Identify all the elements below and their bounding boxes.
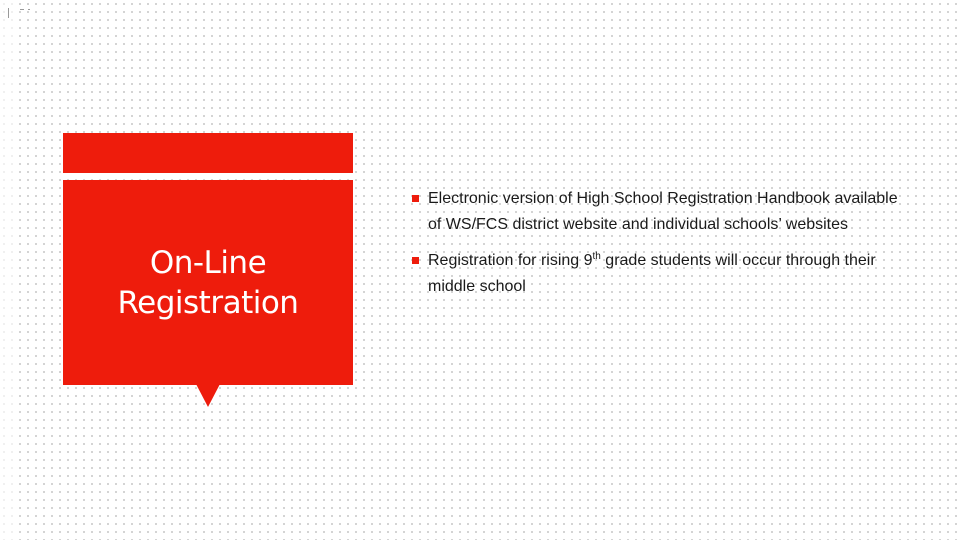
bullet-text-start: Registration for rising 9	[428, 252, 593, 269]
square-bullet-icon	[412, 195, 419, 202]
bullet-text: Electronic version of High School Registration Handbook available of WS/FCS district website and individual schools’ websites	[428, 190, 898, 233]
ordinal-suffix: th	[592, 251, 601, 262]
slide-title: On-Line Registration	[117, 244, 299, 321]
red-accent-strip	[63, 133, 353, 173]
bullet-text-end: grade students will occur through their middle school	[428, 252, 876, 295]
left-white-pane	[0, 0, 18, 540]
title-box	[63, 180, 353, 385]
title-box-pointer	[196, 384, 220, 407]
bullet-list	[410, 186, 910, 310]
square-bullet-icon	[412, 257, 419, 264]
bullet-item	[410, 186, 910, 238]
corner-mark	[8, 6, 30, 20]
bullet-item	[410, 248, 910, 300]
